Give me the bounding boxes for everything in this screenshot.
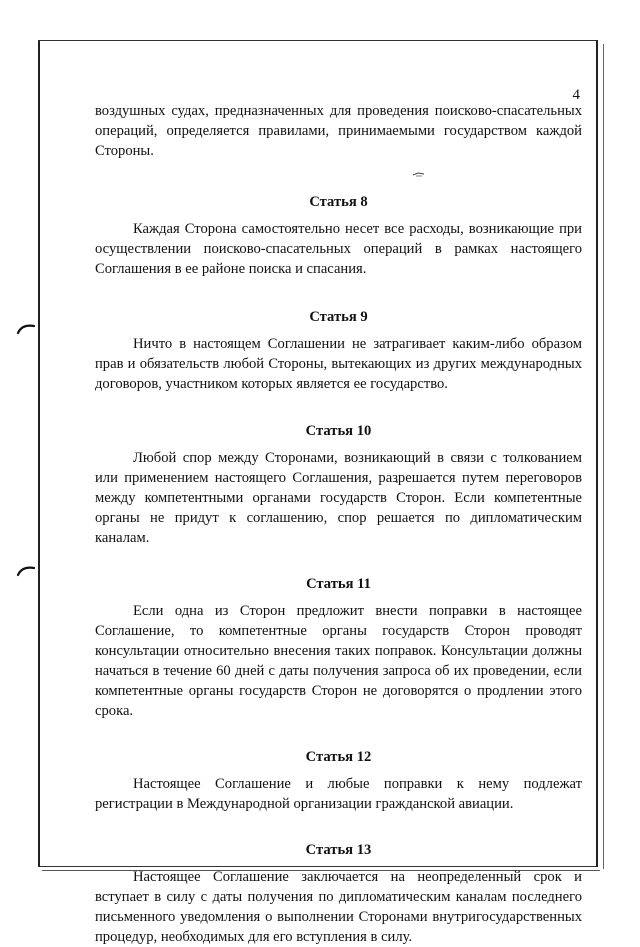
article-11-heading: Статья 11 xyxy=(306,576,371,592)
article-9-heading: Статья 9 xyxy=(309,309,368,325)
page-number: 4 xyxy=(572,87,580,103)
article-8-heading: Статья 8 xyxy=(309,194,368,210)
document-body xyxy=(95,101,582,947)
article-10-text: Любой спор между Сторонами, возникающий в связи с толкованием или применением настоящего Соглашения, разрешается путем переговоров между компетентными органами государств Сторон. Если компетентные органы не придут к соглашению, спор решается по дипломатическим каналам. xyxy=(95,450,582,546)
article-12-heading: Статья 12 xyxy=(305,749,372,765)
article-13-heading: Статья 13 xyxy=(305,842,372,858)
article-12-text: Настоящее Соглашение и любые поправки к нему подлежат регистрации в Международной организации гражданской авиации. xyxy=(95,776,582,812)
article-11-text: Если одна из Сторон предложит внести поправки в настоящее Соглашение, то компетентные органы государств Сторон проводят консультации относительно внесения таких поправок. Консультации должны начаться в течение 60 дней с даты получения запроса об их проведении, если компетентные органы государств Сторон не договорятся о продлении этого срока. xyxy=(95,603,582,719)
page-border-shadow-right xyxy=(603,44,604,869)
article-9-text: Ничто в настоящем Соглашении не затрагивает каким-либо образом прав и обязательств любой Стороны, вытекающих из других международных договоров, участником которых является ее государство. xyxy=(95,336,582,392)
punch-hole-mark-bottom xyxy=(16,563,38,577)
intro-paragraph: воздушных судах, предназначенных для проведения поисково-спасательных операций, определяется правилами, принимаемыми государством каждой Стороны. xyxy=(95,103,582,159)
punch-hole-mark-top xyxy=(16,321,38,335)
article-8-text: Каждая Сторона самостоятельно несет все расходы, возникающие при осуществлении поисково-спасательных операций в рамках настоящего Соглашения в ее районе поиска и спасания. xyxy=(95,221,582,277)
article-13-text: Настоящее Соглашение заключается на неопределенный срок и вступает в силу с даты получения по дипломатическим каналам последнего письменного уведомления о выполнении Сторонами внутригосударственных процедур, необходимых для его вступления в силу. xyxy=(95,869,582,945)
article-10-heading: Статья 10 xyxy=(305,423,372,439)
